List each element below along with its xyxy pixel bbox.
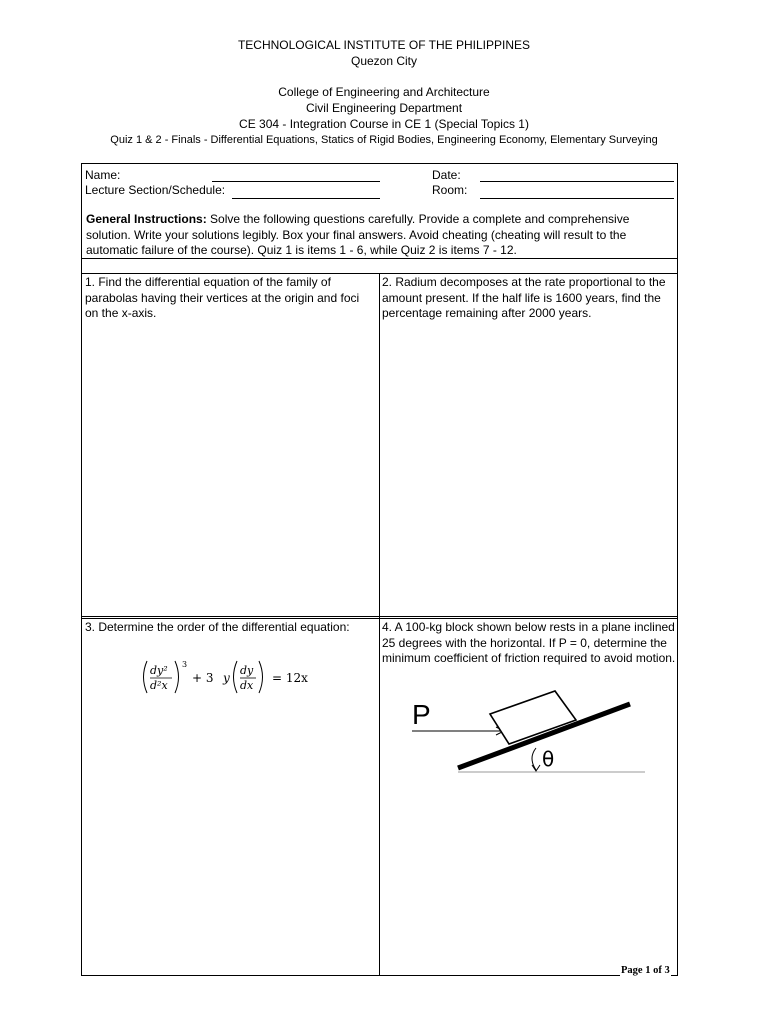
section-label: Lecture Section/Schedule: xyxy=(85,183,226,197)
eq-den2: dx xyxy=(240,679,254,692)
question-3: 3. Determine the order of the differential equation: xyxy=(85,620,350,634)
section-line[interactable] xyxy=(232,198,380,199)
row-divider-double xyxy=(82,618,677,619)
room-line[interactable] xyxy=(480,198,674,199)
row-divider xyxy=(82,616,677,617)
room-label: Room: xyxy=(432,183,468,197)
eq-rhs: = 12x xyxy=(272,671,308,685)
department-name: Civil Engineering Department xyxy=(305,101,463,115)
eq-num1: dy² xyxy=(150,664,168,677)
column-divider xyxy=(379,274,380,975)
institute-name: TECHNOLOGICAL INSTITUTE OF THE PHILIPPINES xyxy=(237,38,531,52)
question-1: 1. Find the differential equation of the family of parabolas having their vertices at the origin and foci on the x-axis. xyxy=(85,275,360,320)
spacer-strip xyxy=(81,259,678,274)
instructions-text: Solve the following questions carefully. Provide a complete and comprehensive solution. Write your solutions legibly. Box your final answers. Avoid cheating (cheating will result to the automatic failure of the course). Quiz 1 is items 1 - 6, while Quiz 2 is items 7 - 12. xyxy=(86,212,630,257)
college-name: College of Engineering and Architecture xyxy=(278,85,490,99)
quiz-title: Quiz 1 & 2 - Finals - Differential Equations, Statics of Rigid Bodies, Engineering Economy, Elementary Surveying xyxy=(110,134,658,146)
course-title: CE 304 - Integration Course in CE 1 (Special Topics 1) xyxy=(239,117,529,131)
question-grid xyxy=(81,273,678,976)
document-header xyxy=(0,37,768,69)
inclined-plane-figure xyxy=(400,686,650,786)
name-line[interactable] xyxy=(212,181,380,182)
block xyxy=(490,691,576,744)
differential-equation xyxy=(140,658,330,698)
question-4: 4. A 100-kg block shown below rests in a plane inclined 25 degrees with the horizontal. If P = 0, determine the minimum coefficient of friction required to avoid motion. xyxy=(382,620,676,665)
instructions-label: General Instructions: xyxy=(86,212,207,226)
equation-svg xyxy=(140,658,330,698)
city-name: Quezon City xyxy=(350,54,418,68)
force-label: P xyxy=(412,699,431,730)
angle-arrow-head xyxy=(532,765,540,771)
eq-plus: + 3 xyxy=(192,671,214,685)
date-label: Date: xyxy=(432,168,461,182)
date-line[interactable] xyxy=(480,181,674,182)
name-label: Name: xyxy=(85,168,121,182)
general-instructions xyxy=(86,212,672,259)
course-header xyxy=(0,84,768,148)
page-number: Page 1 of 3 xyxy=(621,965,670,976)
student-info-box xyxy=(81,163,678,259)
eq-den1: d²x xyxy=(150,679,168,692)
eq-y: y xyxy=(223,671,230,685)
eq-num2: dy xyxy=(240,664,254,677)
question-2: 2. Radium decomposes at the rate proportional to the amount present. If the half life is 1600 years, find the percentage remaining after 2000 years. xyxy=(382,275,666,320)
angle-label: θ xyxy=(542,747,555,771)
eq-exp: 3 xyxy=(182,660,188,669)
